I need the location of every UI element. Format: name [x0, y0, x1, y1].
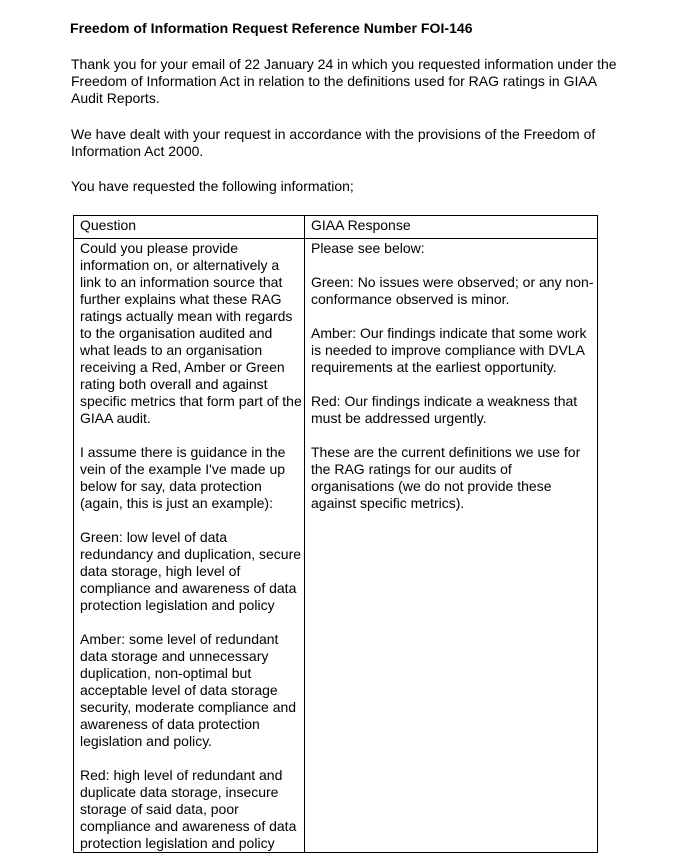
intro-paragraph: Thank you for your email of 22 January 24 in which you requested information under the Freedom of Information Act in relation to the definitions used for RAG ratings in GIAA Audit Reports. — [71, 56, 617, 106]
question-text: Amber: some level of redundant data storage and unnecessary duplication, non-optimal but acceptable level of data storage security, moderate compliance and awareness of data protection legislation and policy. — [80, 631, 297, 749]
response-header: GIAA Response — [305, 216, 598, 239]
question-header: Question — [74, 216, 305, 239]
question-text: Red: high level of redundant and duplicate data storage, insecure storage of said data, poor compliance and awareness of data protection legislation and policy — [80, 767, 297, 851]
response-cell — [305, 239, 598, 853]
response-text: Amber: Our findings indicate that some work is needed to improve compliance with DVLA requirements at the earliest opportunity. — [311, 325, 587, 375]
provisions-paragraph: We have dealt with your request in accordance with the provisions of the Freedom of Information Act 2000. — [71, 126, 596, 159]
requested-info-paragraph: You have requested the following information; — [71, 178, 354, 194]
question-text: Green: low level of data redundancy and duplication, secure data storage, high level of compliance and awareness of data protection legislation and policy — [80, 529, 302, 613]
response-text: Red: Our findings indicate a weakness that must be addressed urgently. — [311, 393, 578, 426]
response-text: Please see below: — [311, 240, 425, 256]
question-text: Could you please provide information on, or alternatively a link to an information source that further explains what these RAG ratings actually mean with regards to the organisation audited and what leads to an organisation receiving a Red, Amber or Green rating both overall and against specific metrics that form part of the GIAA audit. — [80, 240, 302, 426]
table-header-row — [74, 216, 598, 239]
question-cell — [74, 239, 305, 853]
response-text: Green: No issues were observed; or any non-conformance observed is minor. — [311, 274, 594, 307]
response-text: These are the current definitions we use for the RAG ratings for our audits of organisations (we do not provide these against specific metrics). — [311, 444, 581, 511]
document-title: Freedom of Information Request Reference Number FOI-146 — [70, 20, 473, 36]
question-text: I assume there is guidance in the vein of the example I've made up below for say, data protection (again, this is just an example): — [80, 444, 286, 511]
foi-table — [73, 215, 598, 853]
table-row — [74, 239, 598, 853]
